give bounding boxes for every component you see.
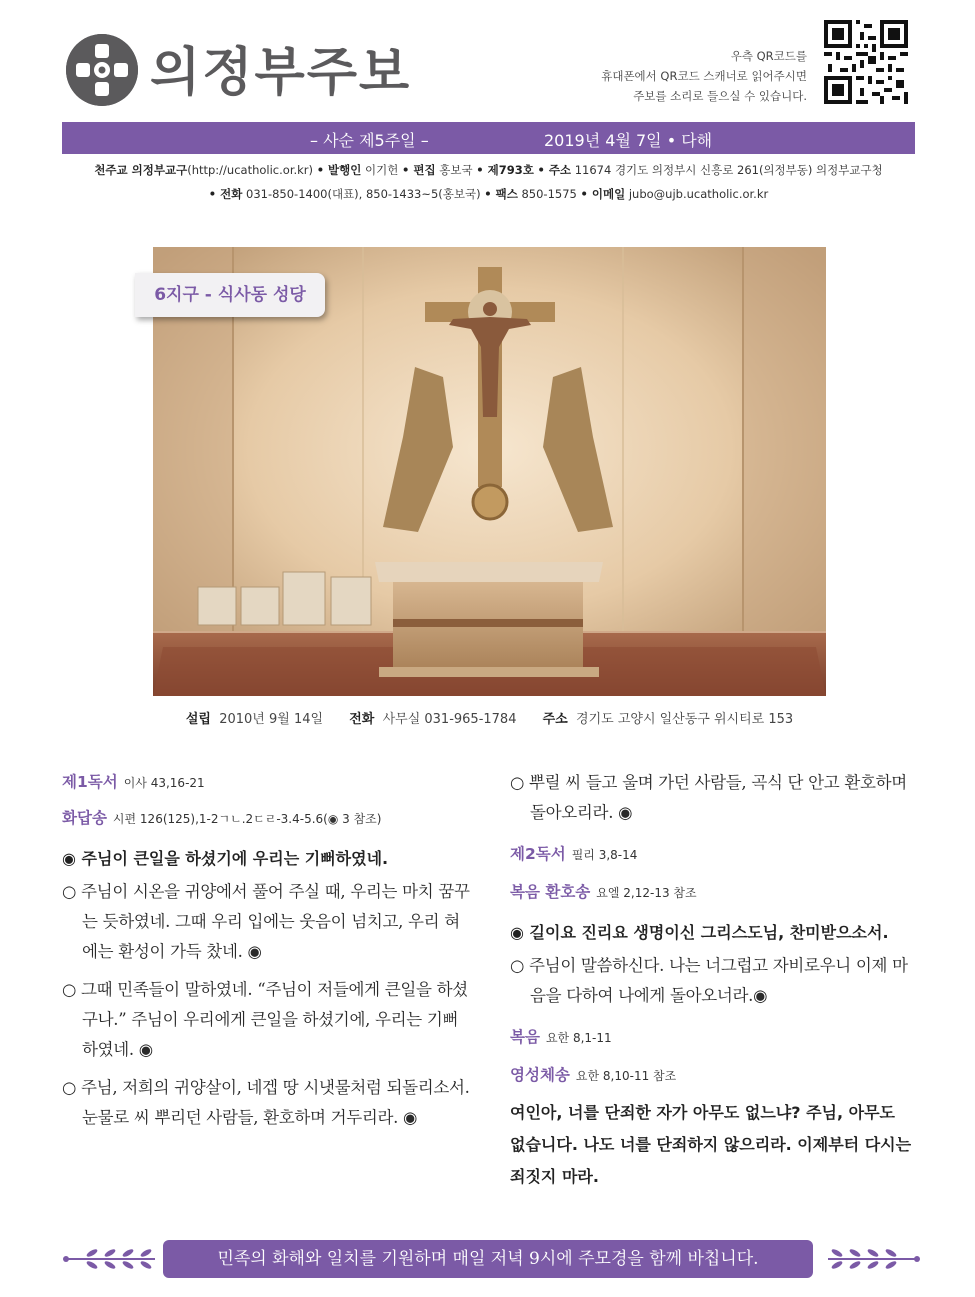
gospel-acclamation [510, 880, 915, 902]
editor-name: 홍보국 [439, 163, 473, 177]
diocese-logo-icon [66, 34, 138, 106]
publisher-info-line-2 [62, 186, 915, 202]
parish-label: 6지구 - 식사동 성당 [135, 273, 325, 317]
gospel-title: 복음 [510, 1028, 540, 1046]
psalm-title: 화답송 [62, 809, 107, 827]
issue-number: • 제793호 [476, 163, 534, 177]
parish-caption [153, 708, 826, 727]
psalm-response: ◉ 주님이 큰일을 하셨기에 우리는 기뻐하였네. [62, 849, 389, 868]
second-reading [510, 842, 915, 864]
bulletin-title: 의정부주보 [150, 43, 412, 103]
founded-label: 설립 [185, 712, 211, 727]
diocese-fax: 850-1575 [521, 187, 577, 201]
psalm-ref: 시편 126(125),1-2ㄱㄴ.2ㄷㄹ-3.4-5.6(◉ 3 참조) [112, 812, 382, 826]
liturgical-day: – 사순 제5주일 – [310, 131, 429, 150]
acclamation-title: 복음 환호송 [510, 883, 591, 901]
acclamation-ref: 요엘 2,12-13 참조 [596, 886, 697, 900]
gospel [510, 1025, 915, 1047]
vine-ornament-right-icon [826, 1246, 921, 1276]
date-band [62, 122, 915, 154]
qr-code-icon[interactable] [824, 20, 908, 104]
psalm-verse: ○ 주님, 저희의 귀양살이, 네겝 땅 시냇물처럼 되돌리소서. 눈물로 씨 뿌리던 사람들, 환호하며 거두리라. ◉ [62, 1078, 470, 1127]
qr-note-line: 우측 QR코드를 [730, 49, 807, 63]
communion-antiphon [510, 1063, 915, 1085]
email-label: • 이메일 [580, 187, 626, 201]
first-reading [62, 770, 470, 792]
diocese-email[interactable]: jubo@ujb.ucatholic.or.kr [628, 187, 769, 201]
psalm-verse: ○ 주님이 시온을 귀양에서 풀어 주실 때, 우리는 마치 꿈꾸는 듯하였네. 그때 우리 입에는 웃음이 넘치고, 우리 혀에는 환성이 가득 찼네. ◉ [62, 882, 470, 961]
publisher-info-line-1 [62, 162, 915, 178]
publisher-label: • 발행인 [316, 163, 362, 177]
psalm-verse: ○ 뿌릴 씨 들고 울며 가던 사람들, 곡식 단 안고 환호하며 돌아오리라. ◉ [510, 773, 907, 822]
acclamation-verse: ○ 주님이 말씀하신다. 나는 너그럽고 자비로우니 이제 마음을 다하여 나에게 돌아오너라.◉ [510, 956, 908, 1005]
parish-founded: 2010년 9월 14일 [219, 712, 324, 727]
qr-note-line: 주보를 소리로 들으실 수 있습니다. [633, 89, 807, 103]
diocese-address: 11674 경기도 의정부시 신흥로 261(의정부동) 의정부교구청 [574, 163, 883, 177]
parish-address-label: 주소 [542, 712, 568, 727]
second-reading-ref: 필리 3,8-14 [571, 848, 638, 862]
acclamation-response: ◉ 길이요 진리요 생명이신 그리스도님, 찬미받으소서. [510, 923, 889, 942]
prayer-banner: 민족의 화해와 일치를 기원하며 매일 저녁 9시에 주모경을 함께 바칩니다. [163, 1240, 813, 1278]
parish-phone: 사무실 031-965-1784 [382, 712, 517, 727]
first-reading-title: 제1독서 [62, 773, 118, 791]
qr-note-line: 휴대폰에서 QR코드 스캐너로 읽어주시면 [601, 69, 807, 83]
vine-ornament-left-icon [62, 1246, 157, 1276]
phone-label: • 전화 [208, 187, 243, 201]
issue-date: 2019년 4월 7일 • 다해 [544, 131, 713, 150]
first-reading-ref: 이사 43,16-21 [123, 776, 205, 790]
qr-note [547, 46, 807, 106]
fax-label: • 팩스 [484, 187, 518, 201]
editor-label: • 편집 [402, 163, 436, 177]
address-label: • 주소 [537, 163, 572, 177]
psalm [62, 806, 470, 828]
communion-title: 영성체송 [510, 1066, 570, 1084]
publisher-name: 이기헌 [365, 163, 399, 177]
psalm-verse: ○ 그때 민족들이 말하였네. “주님이 저들에게 큰일을 하셨구나.” 주님이 우리에게 큰일을 하셨기에, 우리는 기뻐하였네. ◉ [62, 980, 468, 1059]
diocese-url[interactable]: (http://ucatholic.or.kr) [187, 163, 314, 177]
readings-right-column [510, 768, 915, 1193]
diocese-phone: 031-850-1400(대표), 850-1433~5(홍보국) [246, 187, 481, 201]
second-reading-title: 제2독서 [510, 845, 566, 863]
communion-text: 여인아, 너를 단죄한 자가 아무도 없느냐? 주님, 아무도 없습니다. 나도 너를 단죄하지 않으리라. 이제부터 다시는 죄짓지 마라. [510, 1103, 912, 1186]
readings-left-column [62, 770, 470, 1133]
parish-phone-label: 전화 [349, 712, 375, 727]
gospel-ref: 요한 8,1-11 [545, 1031, 612, 1045]
communion-ref: 요한 8,10-11 참조 [575, 1069, 677, 1083]
diocese-label: 천주교 의정부교구 [94, 163, 188, 177]
parish-address: 경기도 고양시 일산동구 위시티로 153 [576, 712, 794, 727]
